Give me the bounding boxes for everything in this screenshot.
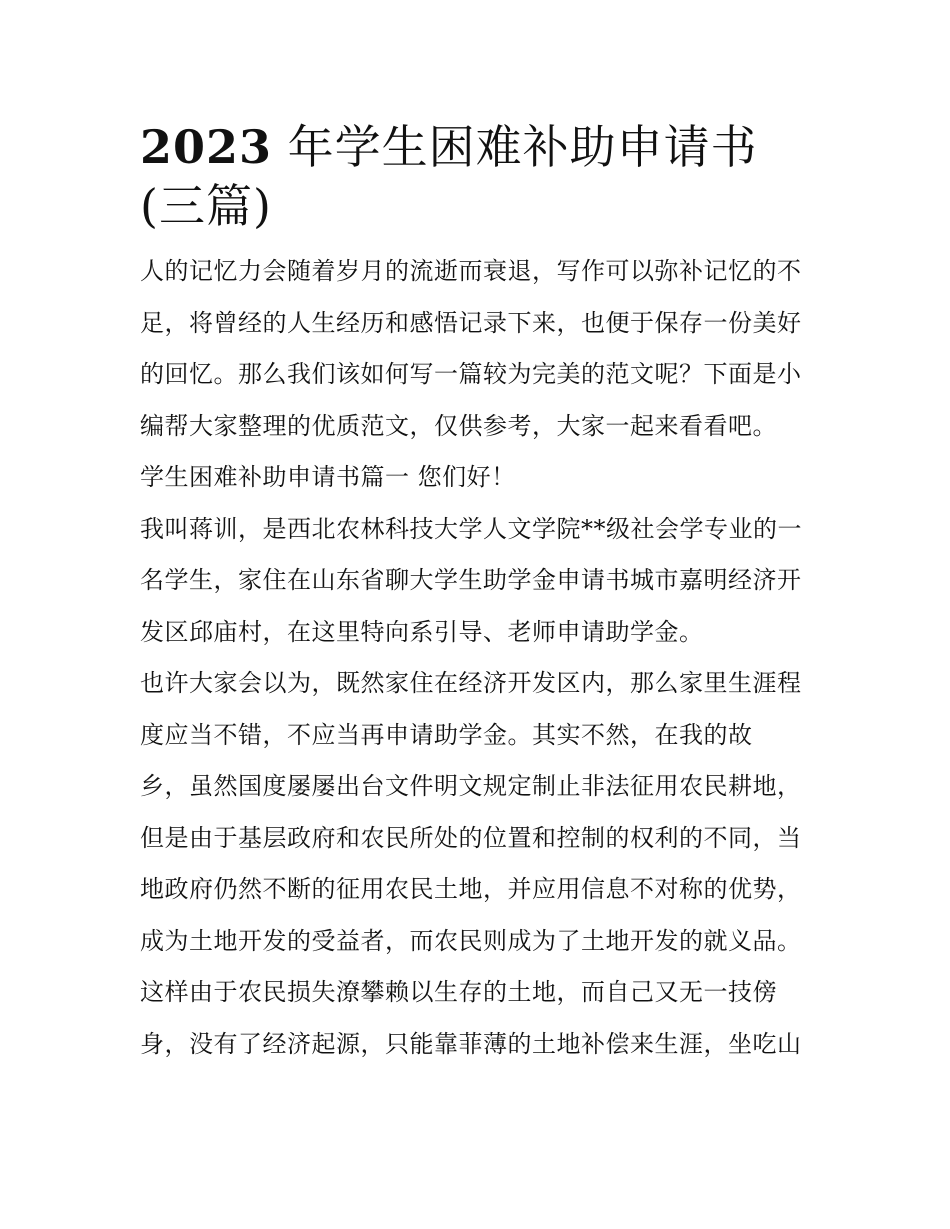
text-line: 学生困难补助申请书篇一 您们好！ <box>140 463 516 491</box>
document-title <box>140 118 812 236</box>
text-line: 乡，虽然国度屡屡出台文件明文规定制止非法征用农民耕地， <box>140 772 802 800</box>
text-line: 发区邱庙村，在这里特向系引导、老师申请助学金。 <box>140 617 704 646</box>
text-line: 这样由于农民损失潦攀赖以生存的土地，而自己又无一技傍 <box>140 978 777 1006</box>
text-line: 的回忆。那么我们该如何写一篇较为完美的范文呢？下面是小 <box>140 360 802 388</box>
title-year: 2023 <box>140 120 273 174</box>
document-body <box>140 118 812 1070</box>
text-line: 名学生，家住在山东省聊大学生助学金申请书城市嘉明经济开 <box>140 566 802 594</box>
text-line: 但是由于基层政府和农民所处的位置和控制的权利的不同，当 <box>140 823 802 852</box>
text-line: 人的记忆力会随着岁月的流逝而衰退，写作可以弥补记忆的不 <box>140 257 802 285</box>
self-introduction-paragraph <box>140 504 812 659</box>
text-line: 也许大家会以为，既然家住在经济开发区内，那么家里生涯程 <box>140 669 802 697</box>
text-line: 我叫蒋训，是西北农林科技大学人文学院**级社会学专业的一 <box>140 514 802 543</box>
title-line-1 <box>140 118 812 177</box>
intro-paragraph <box>140 246 812 452</box>
text-line: 足，将曾经的人生经历和感悟记录下来，也便于保存一份美好 <box>140 308 802 337</box>
text-line: 身，没有了经济起源，只能靠菲薄的土地补偿来生涯，坐吃山 <box>140 1029 802 1058</box>
text-line: 地政府仍然不断的征用农民土地，并应用信息不对称的优势， <box>140 875 802 903</box>
text-line: 度应当不错，不应当再申请助学金。其实不然，在我的故 <box>140 720 753 749</box>
section-heading-paragraph <box>140 452 812 504</box>
title-line-2: (三篇) <box>140 179 272 233</box>
title-text: 年学生困难补助申请书 <box>287 120 758 174</box>
text-line: 编帮大家整理的优质范文，仅供参考，大家一起来看看吧。 <box>140 411 777 440</box>
background-paragraph <box>140 658 812 1070</box>
text-line: 成为土地开发的受益者，而农民则成为了土地开发的就义品。 <box>140 926 802 955</box>
document-text <box>140 246 812 1070</box>
